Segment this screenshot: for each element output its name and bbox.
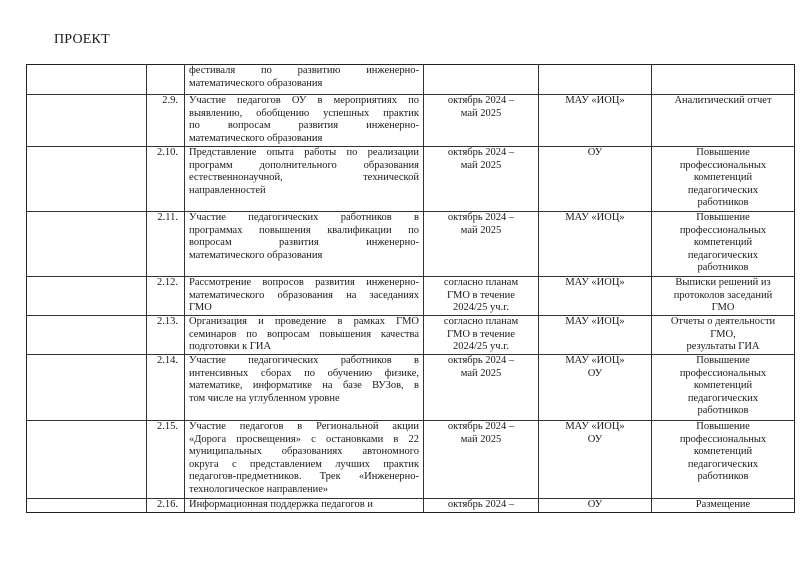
item-number-cell: 2.16. <box>147 499 185 513</box>
responsible-line: МАУ «ИОЦ» <box>565 95 625 106</box>
description-line: Информационная поддержка педагогов и <box>189 499 374 510</box>
description-line: математике, информатике на базе ВУЗов, в <box>189 380 419 392</box>
description-line: по вопросам развития инженерно- <box>189 120 419 132</box>
result-line: работников <box>697 262 749 274</box>
description-line: направленностей <box>189 184 266 196</box>
responsible-cell <box>539 95 652 147</box>
result-line: компетенций <box>693 172 753 184</box>
result-line: профессиональных <box>679 367 767 379</box>
description-line: Рассмотрение вопросов развития инженерно- <box>189 277 419 288</box>
table-row <box>27 277 795 316</box>
item-number-cell: 2.11. <box>147 212 185 277</box>
responsible-line: ОУ <box>587 147 603 158</box>
description-line: программ дополнительного образования <box>189 159 419 171</box>
result-line: Повышение <box>696 147 750 158</box>
period-line: ГМО в течение <box>447 328 515 340</box>
responsible-cell <box>539 421 652 499</box>
page-label: ПРОЕКТ <box>54 32 110 47</box>
responsible-line: МАУ «ИОЦ» <box>565 421 625 432</box>
period-line: май 2025 <box>460 433 502 445</box>
description-cell <box>185 147 424 212</box>
table-row <box>27 65 795 95</box>
description-line: том числе на углубленном уровне <box>189 392 340 404</box>
description-line: подготовки к ГИА <box>189 341 272 353</box>
section-cell <box>27 421 147 499</box>
result-cell <box>652 95 795 147</box>
period-line: май 2025 <box>460 224 502 236</box>
description-line: муниципальных образованиях автономного <box>189 446 419 458</box>
result-cell <box>652 277 795 316</box>
result-line: работников <box>697 405 749 417</box>
period-line: октябрь 2024 – <box>447 95 515 106</box>
period-line: май 2025 <box>460 367 502 379</box>
description-line: интенсивных сборах по обучению физике, <box>189 367 419 379</box>
responsible-line: МАУ «ИОЦ» <box>565 277 625 288</box>
period-cell <box>424 95 539 147</box>
result-line: педагогических <box>687 392 759 404</box>
period-cell <box>424 421 539 499</box>
description-line: математического образования <box>189 249 323 261</box>
result-line: Отчеты о деятельности <box>670 316 776 327</box>
table-row <box>27 355 795 421</box>
period-line: 2024/25 уч.г. <box>453 341 509 353</box>
period-line: май 2025 <box>460 107 502 119</box>
period-line: согласно планам <box>443 316 519 327</box>
description-line: Участие педагогических работников в <box>189 212 419 223</box>
result-cell <box>652 147 795 212</box>
responsible-cell <box>539 355 652 421</box>
result-line: компетенций <box>693 380 753 392</box>
responsible-line: МАУ «ИОЦ» <box>565 316 625 327</box>
responsible-cell <box>539 316 652 355</box>
result-line: Выписки решений из <box>675 277 771 288</box>
responsible-line: ОУ <box>587 433 603 445</box>
section-cell <box>27 65 147 95</box>
period-line: май 2025 <box>460 159 502 171</box>
responsible-cell <box>539 277 652 316</box>
description-line: выявлению, обобщению успешных практик <box>189 107 419 119</box>
responsible-cell <box>539 147 652 212</box>
result-line: компетенций <box>693 237 753 249</box>
description-line: технологическое направление» <box>189 483 329 495</box>
description-line: Представление опыта работы по реализации <box>189 147 419 158</box>
description-line: ГМО <box>189 302 212 314</box>
description-cell <box>185 65 424 95</box>
item-number-cell: 2.15. <box>147 421 185 499</box>
table-row <box>27 212 795 277</box>
description-cell <box>185 355 424 421</box>
plan-table-body <box>27 65 795 513</box>
section-cell <box>27 355 147 421</box>
table-row <box>27 316 795 355</box>
result-line: Размещение <box>695 499 751 510</box>
responsible-line: ОУ <box>587 499 603 510</box>
description-cell <box>185 277 424 316</box>
section-cell <box>27 212 147 277</box>
period-cell <box>424 277 539 316</box>
description-line: математического образования <box>189 132 323 144</box>
period-cell <box>424 212 539 277</box>
responsible-line: МАУ «ИОЦ» <box>565 355 625 366</box>
section-cell <box>27 95 147 147</box>
result-line: профессиональных <box>679 433 767 445</box>
period-line: 2024/25 уч.г. <box>453 302 509 314</box>
description-line: математического образования на заседаниях <box>189 289 419 301</box>
result-cell <box>652 355 795 421</box>
table-row <box>27 147 795 212</box>
section-cell <box>27 277 147 316</box>
item-number-cell: 2.12. <box>147 277 185 316</box>
description-cell <box>185 212 424 277</box>
item-number-cell: 2.9. <box>147 95 185 147</box>
description-line: семинаров по вопросам повышения качества <box>189 328 419 340</box>
period-line: октябрь 2024 – <box>447 499 515 510</box>
plan-table <box>26 64 795 513</box>
description-line: математического образования <box>189 77 323 89</box>
result-line: работников <box>697 197 749 209</box>
description-line: естественнонаучной, технической <box>189 172 419 184</box>
description-line: вопросам развития инженерно- <box>189 237 419 249</box>
result-line: ГМО <box>711 302 735 314</box>
result-cell <box>652 212 795 277</box>
result-line: компетенций <box>693 446 753 458</box>
result-cell <box>652 316 795 355</box>
period-line: октябрь 2024 – <box>447 147 515 158</box>
responsible-line: ОУ <box>587 367 603 379</box>
period-cell <box>424 355 539 421</box>
period-cell <box>424 147 539 212</box>
period-cell <box>424 316 539 355</box>
description-line: фестиваля по развитию инженерно- <box>189 65 419 76</box>
result-line: педагогических <box>687 184 759 196</box>
result-cell <box>652 65 795 95</box>
item-number-cell: 2.13. <box>147 316 185 355</box>
period-cell <box>424 499 539 513</box>
period-cell <box>424 65 539 95</box>
section-cell <box>27 316 147 355</box>
description-cell <box>185 421 424 499</box>
description-line: «Дорога просвещения» с остановками в 22 <box>189 433 419 445</box>
responsible-cell <box>539 65 652 95</box>
description-line: программах повышения квалификации по <box>189 224 419 236</box>
responsible-cell <box>539 499 652 513</box>
description-line: Организация и проведение в рамках ГМО <box>189 316 419 327</box>
section-cell <box>27 147 147 212</box>
description-cell <box>185 499 424 513</box>
description-cell <box>185 95 424 147</box>
item-number-cell: 2.10. <box>147 147 185 212</box>
period-line: октябрь 2024 – <box>447 355 515 366</box>
result-line: Повышение <box>696 355 750 366</box>
section-cell <box>27 499 147 513</box>
period-line: согласно планам <box>443 277 519 288</box>
result-line: педагогических <box>687 458 759 470</box>
description-line: Участие педагогов ОУ в мероприятиях по <box>189 95 419 106</box>
item-number-cell <box>147 65 185 95</box>
description-cell <box>185 316 424 355</box>
item-number-cell: 2.14. <box>147 355 185 421</box>
period-line: октябрь 2024 – <box>447 421 515 432</box>
result-line: результаты ГИА <box>686 341 760 353</box>
description-line: педагогов-предметников. Трек «Инженерно- <box>189 471 419 483</box>
responsible-cell <box>539 212 652 277</box>
result-cell <box>652 499 795 513</box>
result-line: профессиональных <box>679 224 767 236</box>
description-line: Участие педагогических работников в <box>189 355 419 366</box>
result-line: профессиональных <box>679 159 767 171</box>
result-cell <box>652 421 795 499</box>
responsible-line: МАУ «ИОЦ» <box>565 212 625 223</box>
table-row <box>27 499 795 513</box>
result-line: педагогических <box>687 249 759 261</box>
table-row <box>27 95 795 147</box>
description-line: Участие педагогов в Региональной акции <box>189 421 419 432</box>
result-line: ГМО, <box>710 328 736 340</box>
description-line: округа с представлением лучших практик <box>189 458 419 470</box>
result-line: Повышение <box>696 421 750 432</box>
result-line: Повышение <box>696 212 750 223</box>
period-line: октябрь 2024 – <box>447 212 515 223</box>
result-line: протоколов заседаний <box>673 289 773 301</box>
period-line: ГМО в течение <box>447 289 515 301</box>
result-line: Аналитический отчет <box>674 95 772 106</box>
result-line: работников <box>697 471 749 483</box>
table-row <box>27 421 795 499</box>
